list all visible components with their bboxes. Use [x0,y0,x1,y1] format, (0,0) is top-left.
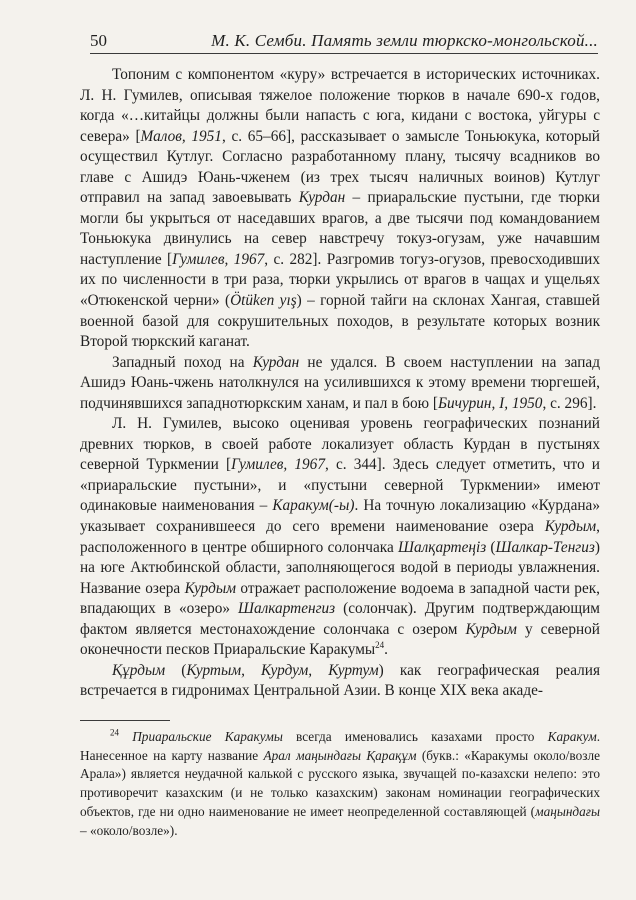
toponym: Құрдым [112,661,166,679]
paragraph [80,414,600,661]
toponym: Каракум [547,729,597,744]
body-text [80,65,600,702]
text-segment: . На точную локализацию «Курдана» указывает сохранившееся до сего времени наименование озера [80,497,600,536]
text-segment: Топоним с компонентом «куру» встречается в исторических источниках. Л. Н. Гумилев, описывая тяжелое положение тюрков в начале 690-х годов, когда «…китайцы должны были напасть с юга, кидани с востока, уйгуры с севера» [ [80,66,600,145]
text-segment: – «около/возле»). [80,822,178,838]
paragraph [80,353,600,415]
footnote-paragraph [80,728,600,840]
text-segment: всегда именовались казахами просто [282,729,548,744]
toponym: Курдым [544,518,597,536]
toponym: Куртым, Курдум, Куртум [186,661,379,679]
text-segment: , с. 296]. [542,394,597,412]
toponym: Ötüken yış [230,292,297,310]
text-segment: ) – горной тайги на склонах Хангая, ставшей военной базой для сокрушительных походов, в результате которых возник Второй тюркский каганат. [80,292,600,351]
text-segment: (букв.: «Каракумы около/возле Арала») является неудачной калькой с русского языка, звучащей по-казахски нелепо: это противоречит казахским (и не только казахским) законам номинации географических объектов, где ни одно наименование не имеет неопределенной составляющей ( [80,747,601,819]
toponym: Курдым [184,579,236,597]
paragraph [80,65,600,353]
text-segment: отражает расположение водоема в западной части рек, впадающих в «озеро» [80,579,601,618]
toponym: Приаральские Каракумы [132,729,283,744]
text-segment: у северной оконечности песков Приаральские Каракумы [80,620,600,659]
text-segment: ( [486,538,496,556]
toponym: Курдан [252,353,300,371]
text-segment: ( [165,661,187,679]
text-segment: не удался. В своем наступлении на запад Ашидэ Юань-чжень натолкнулся на усилившихся к этому времени тюргешей, подчинявшихся западнотюркским ханам, и пал в бою [ [80,353,600,412]
text-segment: ) как географическая реалия встречается в гидронимах Центральной Азии. В конце XIX века акаде- [80,661,600,700]
text-segment: – приаральские пустыни, где тюрки могли бы укрыться от наседавших врагов, а две тысячи под командованием Тоньюкука двинулись на север навстречу токуз-огузам, уже начавшим наступление [ [80,189,600,268]
text-segment: , расположенного в центре обширного солончака [80,518,600,556]
toponym: Курдым [465,620,517,638]
toponym: Каракум(-ы) [272,497,355,515]
footnote [80,728,600,840]
text-segment: , с. 65–66], рассказывает о замысле Тоньюкука, который осуществил Кутлуг. Согласно разработанному плану, тысячу всадников во главе с Ашидэ Юань-чженем (из трех тысяч наличных воинов) Кутлуг отправил на запад завоевывать [80,127,600,207]
running-title: М. К. Семби. Память земли тюркско-монгольской... [211,31,598,50]
page-header [90,31,598,54]
text-segment: Л. Н. Гумилев, высоко оценивая уровень географических познаний древних тюрков, в своей работе локализует область Курдан в пустынях северной Туркмении [ [80,415,600,474]
text-segment [119,729,132,744]
footnote-reference: 24 [375,640,385,651]
text-segment: . Нанесенное на карту название [80,729,601,763]
citation-author: Гумилев, 1967 [231,456,325,474]
toponym: Арал маңындағы Қарақұм [263,747,417,763]
toponym: Курдан [298,189,346,207]
toponym: Шалкар-Тенгиз [495,538,595,556]
text-segment: ) на юге Актюбинской области, заполняющегося водой в периоды увлажнения. Название озера [80,538,600,597]
text-segment: (солончак). Другим подтверждающим фактом является местонахождение солончака с озером [80,600,600,638]
citation-author: Гумилев, 1967 [172,250,265,268]
text-segment: . [384,641,388,659]
paragraph [80,661,600,702]
footnote-number: 24 [110,727,119,738]
toponym: маңындағы [535,803,600,819]
text-segment: , с. 282]. Разгромив тогуз-огузов, превосходивших их по численности в три раза, тюрки укрылись от врагов в чащах и ущельях «Отюкенской черни» ( [80,250,600,310]
page-number: 50 [90,31,107,50]
text-segment: Западный поход на [112,353,253,371]
footnote-divider [80,720,170,721]
toponym: Шалқартеңіз [398,538,487,556]
text-segment: , с. 344]. Здесь следует отметить, что и «приаральские пустыни», и «пустыни северной Туркмении» имеют одинаковые наименования – [80,456,600,515]
citation-author: Бичурин, I, 1950 [438,394,543,412]
citation-author: Малов, 1951 [140,127,222,145]
toponym: Шалкартенгиз [238,600,336,618]
